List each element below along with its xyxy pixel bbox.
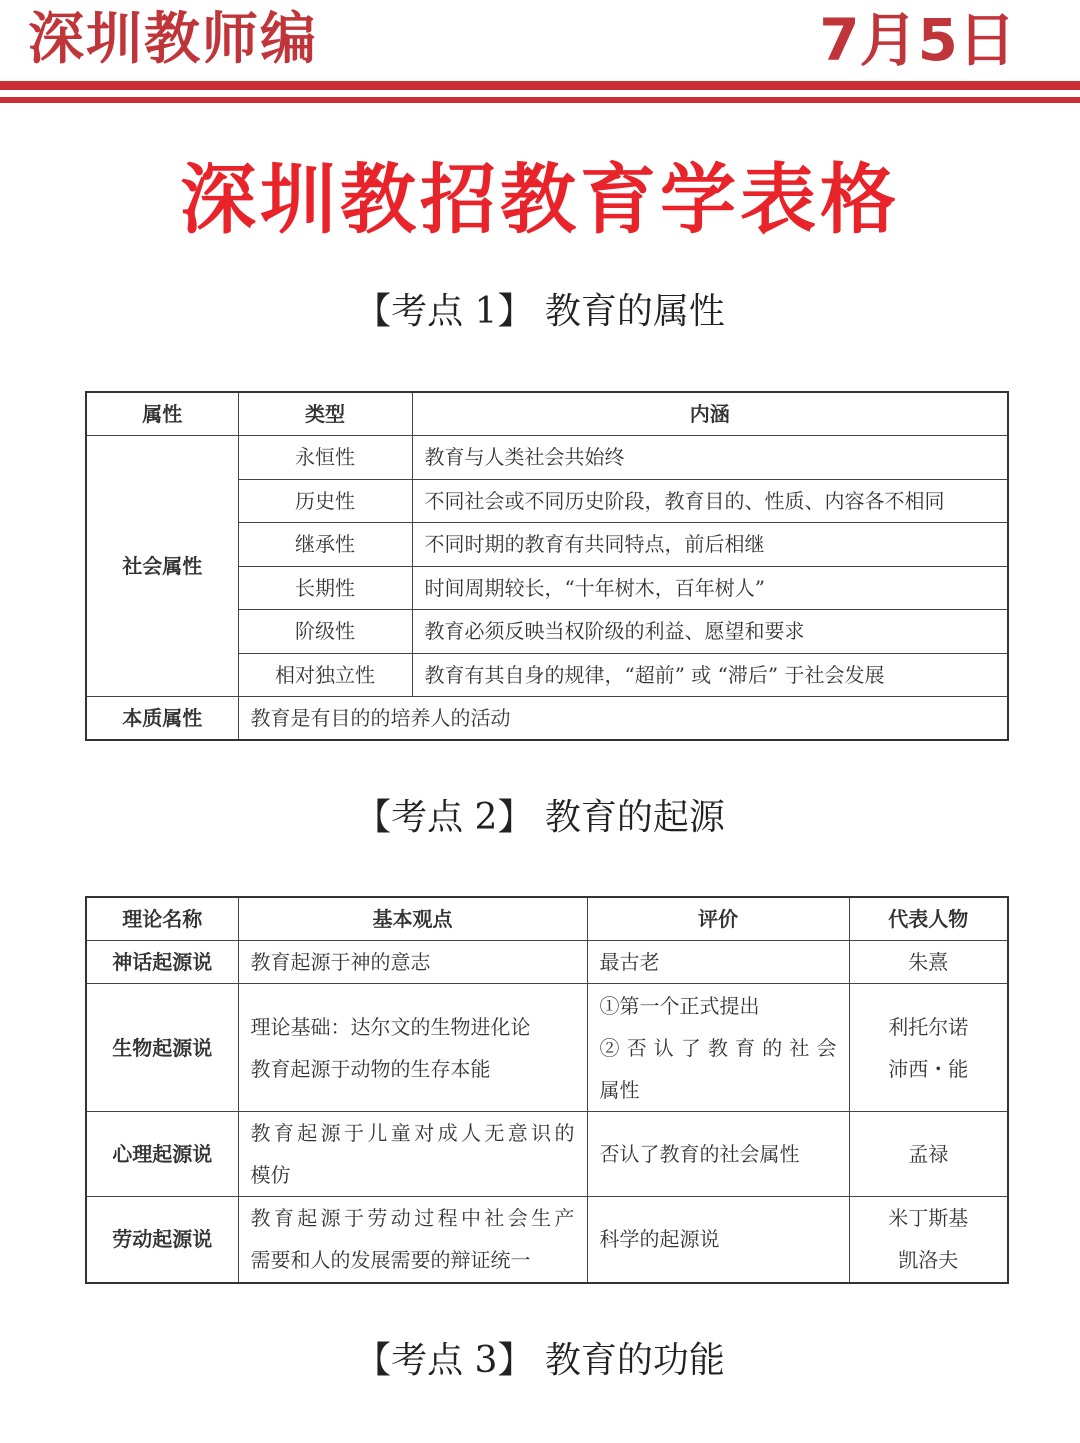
table-row [86, 436, 1008, 480]
brand-name: 深圳教师编 [28, 7, 318, 72]
section-title-2: 【考点 2】 教育的起源 [355, 797, 725, 838]
evaluation-cell [587, 941, 849, 984]
view-cell [238, 1197, 587, 1283]
person-name: 凯洛夫 [898, 1248, 959, 1273]
table-row [86, 941, 1008, 984]
table-row [86, 1112, 1008, 1197]
column-header: 理论名称 [86, 897, 238, 941]
header-rule-thin [0, 97, 1080, 103]
people-cell [849, 984, 1008, 1112]
meaning-cell: 不同时期的教育有共同特点，前后相继 [412, 523, 1008, 567]
evaluation-line: 否认了教育的社会属性 [599, 1142, 800, 1166]
evaluation-line: 最古老 [599, 950, 660, 974]
theory-name-cell: 劳动起源说 [86, 1197, 238, 1283]
column-header: 基本观点 [238, 897, 587, 941]
view-cell [238, 984, 587, 1112]
type-cell: 永恒性 [238, 436, 412, 480]
evaluation-cell [587, 1112, 849, 1197]
page-title: 深圳教招教育学表格 [180, 155, 900, 244]
column-header: 内涵 [412, 392, 1008, 436]
meaning-cell: 教育必须反映当权阶级的利益、愿望和要求 [412, 610, 1008, 654]
meaning-cell: 教育是有目的的培养人的活动 [238, 697, 1008, 741]
evaluation-cell [587, 1197, 849, 1283]
type-cell: 继承性 [238, 523, 412, 567]
view-cell [238, 1112, 587, 1197]
type-cell: 长期性 [238, 566, 412, 610]
evaluation-line: ②否认了教育的社会 [599, 1035, 837, 1060]
section-title-1: 【考点 1】 教育的属性 [355, 291, 725, 332]
view-line: 教育起源于劳动过程中社会生产 [250, 1206, 575, 1231]
evaluation-line: 属性 [599, 1077, 640, 1102]
view-cell [238, 941, 587, 984]
column-header: 属性 [86, 392, 238, 436]
type-cell: 相对独立性 [238, 653, 412, 697]
column-header: 评价 [587, 897, 849, 941]
evaluation-line: 科学的起源说 [599, 1227, 720, 1252]
people-cell [849, 1112, 1008, 1197]
evaluation-line: ①第一个正式提出 [599, 993, 760, 1018]
attributes-table [85, 391, 1009, 741]
people-cell [849, 1197, 1008, 1283]
meaning-cell: 时间周期较长，“十年树木，百年树人” [412, 566, 1008, 610]
table-row [86, 1197, 1008, 1283]
section-title-3: 【考点 3】 教育的功能 [355, 1340, 725, 1381]
date-label: 7月5日 [819, 6, 1016, 74]
column-header: 代表人物 [849, 897, 1008, 941]
view-line: 教育起源于儿童对成人无意识的 [250, 1121, 575, 1145]
view-line: 理论基础：达尔文的生物进化论 [250, 1014, 531, 1039]
type-cell: 历史性 [238, 479, 412, 523]
person-name: 朱熹 [908, 950, 949, 974]
person-name: 米丁斯基 [888, 1206, 969, 1231]
header [0, 0, 1080, 110]
table-header-row [86, 392, 1008, 436]
table-row [86, 984, 1008, 1112]
person-name: 利托尔诺 [888, 1014, 969, 1039]
table-header-row [86, 897, 1008, 941]
people-cell [849, 941, 1008, 984]
header-rule-thick [0, 81, 1080, 90]
group-label-social: 社会属性 [86, 436, 238, 697]
person-name: 孟禄 [908, 1142, 949, 1166]
view-line: 教育起源于动物的生存本能 [250, 1056, 491, 1081]
meaning-cell: 教育与人类社会共始终 [412, 436, 1008, 480]
theory-name-cell: 神话起源说 [86, 941, 238, 984]
type-cell: 阶级性 [238, 610, 412, 654]
origins-table [85, 896, 1009, 1284]
person-name: 沛西・能 [888, 1056, 969, 1081]
theory-name-cell: 生物起源说 [86, 984, 238, 1112]
view-line: 需要和人的发展需要的辩证统一 [250, 1248, 531, 1273]
view-line: 模仿 [250, 1163, 291, 1187]
view-line: 教育起源于神的意志 [250, 950, 431, 974]
column-header: 类型 [238, 392, 412, 436]
evaluation-cell [587, 984, 849, 1112]
theory-name-cell: 心理起源说 [86, 1112, 238, 1197]
group-label-essence: 本质属性 [86, 697, 238, 741]
table-row [86, 697, 1008, 741]
meaning-cell: 教育有其自身的规律，“超前” 或 “滞后” 于社会发展 [412, 653, 1008, 697]
meaning-cell: 不同社会或不同历史阶段，教育目的、性质、内容各不相同 [412, 479, 1008, 523]
